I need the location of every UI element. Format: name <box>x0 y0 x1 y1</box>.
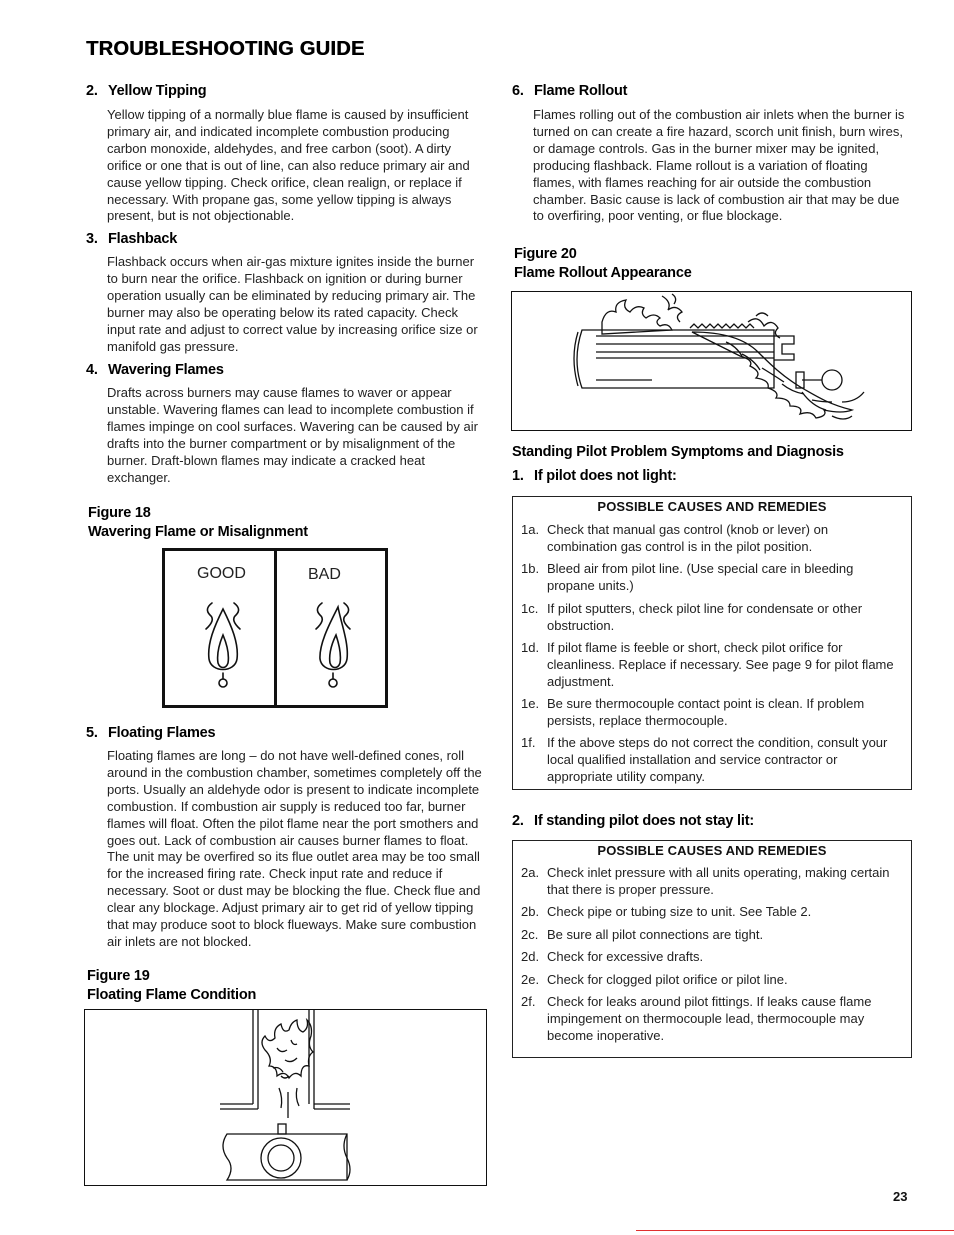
figure-20-image <box>511 291 912 431</box>
remedy-code: 1d. <box>521 640 540 655</box>
section-body-yellow-tipping: Yellow tipping of a normally blue flame is caused by insufficient primary air, and indicated incomplete combustion producing carbon monoxide, aldehydes, and free carbon (soot). A dirty orifice or one that is out of line, can also reduce primary air and cause yellow tipping. Check orifice, clean realign, or replace if necessary. With propane gas, some yellow tipping is always present, but is not objectionable. <box>107 107 470 224</box>
remedy-code: 1e. <box>521 696 540 711</box>
remedy-code: 2f. <box>521 994 536 1009</box>
pilot-question-2 <box>512 813 754 829</box>
remedy-item-2a <box>521 864 897 898</box>
remedy-text: If the above steps do not correct the condition, consult your local qualified installation and service contractor or appropriate utility company. <box>547 735 888 784</box>
figure-19-caption <box>87 967 256 1005</box>
remedy-text: Check that manual gas control (knob or lever) on combination gas control is in the pilot position. <box>547 522 829 554</box>
section-title: Floating Flames <box>108 725 216 741</box>
section-number: 5. <box>86 725 98 741</box>
figure-18-image <box>162 548 388 708</box>
remedy-code: 1f. <box>521 735 536 750</box>
figure-title: Floating Flame Condition <box>87 987 257 1003</box>
figure-title: Flame Rollout Appearance <box>514 265 692 281</box>
remedy-item-1a <box>521 521 897 555</box>
figure-label: Figure 18 <box>88 505 151 521</box>
question-text: If pilot does not light: <box>534 468 677 484</box>
section-number: 2. <box>86 83 98 99</box>
remedy-item-1e <box>521 695 897 729</box>
remedy-text: If pilot flame is feeble or short, check pilot orifice for cleanliness. Replace if necessary. See page 9 for pilot flame adjustment. <box>547 640 894 689</box>
question-number: 1. <box>512 468 524 484</box>
remedies-box-title: POSSIBLE CAUSES AND REMEDIES <box>597 499 827 514</box>
good-label: GOOD <box>197 565 246 582</box>
flame-drawing <box>165 551 385 705</box>
section-title: Wavering Flames <box>108 362 224 378</box>
remedy-code: 2e. <box>521 972 540 987</box>
section-body-floating-flames: Floating flames are long – do not have well-defined cones, roll around in the combustion chamber, sometimes completely off the ports. Usually an aldehyde odor is present to indicate incomplete combustion. If combustion air supply is reduced too far, burner flames will float. Often the pilot flame near the port smothers and goes out. Lack of combustion air causes burner flames to float. The unit may be overfired so its flue outlet area may be too small for the increased firing rate. Check input rate and reduce if necessary. Soot or dust may be blocking the flue. Check flue and clear any blockage. Adjust primary air to get rid of yellow tipping that may produce soot to block flueways. Make sure combustion air inlets are not blocked. <box>107 748 482 949</box>
remedy-code: 2c. <box>521 927 539 942</box>
remedy-item-1f <box>521 734 897 785</box>
remedy-item-1c <box>521 600 897 634</box>
remedy-text: Be sure thermocouple contact point is clean. If problem persists, replace thermocouple. <box>547 696 865 728</box>
remedy-item-1b <box>521 560 897 594</box>
pilot-question-1 <box>512 468 677 484</box>
remedy-code: 2b. <box>521 904 540 919</box>
section-number: 6. <box>512 83 524 99</box>
section-body-wavering-flames: Drafts across burners may cause flames to waver or appear unstable. Wavering flames can lead to incomplete combustion if flames impinge on cool surfaces. Wavering can be caused by air drafts into the burner compartment or by misalignment of the burner. Draft-blown flames may indicate a cracked heat exchanger. <box>107 385 478 485</box>
section-heading-flashback <box>86 231 177 247</box>
footer-rule <box>636 1230 954 1231</box>
figure-19-image <box>84 1009 487 1186</box>
section-title: Flame Rollout <box>534 83 628 99</box>
page-title: TROUBLESHOOTING GUIDE <box>86 38 365 60</box>
figure-20-caption <box>514 245 692 283</box>
figure-18-caption <box>88 504 308 542</box>
remedy-item-2b <box>521 903 897 920</box>
pilot-section-heading: Standing Pilot Problem Symptoms and Diagnosis <box>512 444 844 460</box>
remedy-code: 2a. <box>521 865 540 880</box>
section-heading-flame-rollout <box>512 83 627 99</box>
floating-flame-drawing <box>85 1010 486 1185</box>
question-text: If standing pilot does not stay lit: <box>534 813 754 829</box>
section-heading-yellow-tipping <box>86 83 206 99</box>
remedy-item-2f <box>521 993 897 1044</box>
section-title: Yellow Tipping <box>108 83 207 99</box>
question-number: 2. <box>512 813 524 829</box>
section-title: Flashback <box>108 231 178 247</box>
remedy-item-1d <box>521 639 897 690</box>
remedy-text: If pilot sputters, check pilot line for condensate or other obstruction. <box>547 601 863 633</box>
page-number: 23 <box>893 1189 908 1204</box>
good-flame-icon <box>206 603 240 687</box>
section-heading-wavering-flames <box>86 362 224 378</box>
remedy-text: Check for clogged pilot orifice or pilot line. <box>547 972 788 987</box>
remedy-code: 2d. <box>521 949 540 964</box>
figure-label: Figure 19 <box>87 968 150 984</box>
remedy-code: 1b. <box>521 561 540 576</box>
remedies-box-1 <box>512 496 912 790</box>
flame-rollout-drawing <box>512 292 911 430</box>
remedy-text: Check for excessive drafts. <box>547 949 704 964</box>
remedy-text: Bleed air from pilot line. (Use special care in bleeding propane units.) <box>547 561 854 593</box>
remedy-item-2e <box>521 971 897 988</box>
remedy-text: Be sure all pilot connections are tight. <box>547 927 764 942</box>
section-number: 3. <box>86 231 98 247</box>
section-body-flashback: Flashback occurs when air-gas mixture ignites inside the burner to burn near the orifice. Flashback on ignition or during burner operation usually can be eliminated by reducing primary air. The burner may also be operating below its rated capacity. Check input rate and adjust to correct value by increasing orifice size or manifold gas pressure. <box>107 254 478 354</box>
figure-label: Figure 20 <box>514 246 577 262</box>
section-body-flame-rollout: Flames rolling out of the combustion air inlets when the burner is turned on can create a fire hazard, scorch unit finish, burn wires, or damage controls. Gas in the burner mixer may be ignited, producing flashback. Flame rollout is a variation of floating flames, with flames reaching for air outside the combustion chamber. Basic cause is lack of combustion air that may be due to overfiring, poor venting, or flue blockage. <box>533 107 905 224</box>
remedies-box-2 <box>512 840 912 1058</box>
bad-label: BAD <box>308 566 341 583</box>
remedy-item-2c <box>521 926 897 943</box>
bad-flame-icon <box>316 603 350 687</box>
remedy-code: 1a. <box>521 522 540 537</box>
remedy-text: Check for leaks around pilot fittings. If leaks cause flame impingement on thermocouple lead, thermocouple may become inoperative. <box>547 994 872 1043</box>
remedy-item-2d <box>521 948 897 965</box>
figure-title: Wavering Flame or Misalignment <box>88 524 308 540</box>
section-number: 4. <box>86 362 98 378</box>
remedy-code: 1c. <box>521 601 539 616</box>
remedy-text: Check pipe or tubing size to unit. See Table 2. <box>547 904 812 919</box>
remedy-text: Check inlet pressure with all units operating, making certain that there is proper pressure. <box>547 865 890 897</box>
section-heading-floating-flames <box>86 725 215 741</box>
remedies-box-title: POSSIBLE CAUSES AND REMEDIES <box>597 843 827 858</box>
